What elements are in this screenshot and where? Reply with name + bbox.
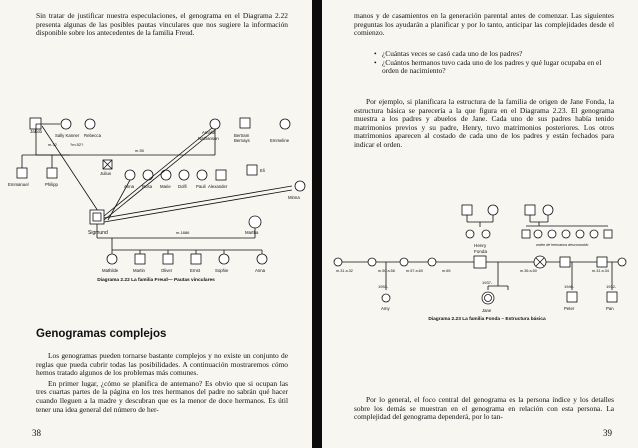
sigmund-label: Sigmund [88,230,108,236]
sigmund-square [90,210,104,224]
jane-label: Jane [482,308,492,313]
left-paragraph-2: En primer lugar, ¿cómo se planifica de antemano? Es obvio que si ocupan las tres cuartas partes de la página en los tres hermanos del padre no sabrán qué hacer cuando lleguen a la madre y descubran que es la menor de doce hermanos. Es útil tener una idea general del número de her- [36,378,288,414]
sally-label: Sally Kanner [55,133,80,138]
jakob-square [30,118,41,129]
left-paragraph-1: Los genogramas pueden tornarse bastante complejos y no existe un conjunto de reglas que pueda cubrir todas las posibilidades. A continuación mostraremos cómo hemos tratado algunos de los problemas más comunes. [36,351,288,378]
martha-label: Martha [245,230,259,235]
amalia-label-2: Nathanson [198,136,219,141]
philipp-square [47,168,57,178]
anna-child-label: Anna [255,268,266,273]
siblings-note: orden de hermanos desconocido [536,243,589,247]
mathilde-label: Mathilde [102,268,119,273]
emmanuel-label: Emmanuel [8,182,29,187]
henry-square [474,256,486,268]
svg-text:m.57 a.60: m.57 a.60 [406,269,423,273]
peter-year: 1940- [564,284,575,289]
bernays-label: Bernays [234,138,250,143]
bertram-label: Bertram [234,133,250,138]
pauli-label: Pauli [196,184,206,189]
martha-circle [249,216,261,228]
henry-label: Henry [474,243,487,248]
emmanuel-square [17,168,27,178]
anna-label: Anna [124,184,135,189]
alexander-label: Alexander [208,184,228,189]
dolfi-label: Dolfi [178,184,187,189]
jakob-label: Jakob [30,129,43,134]
svg-text:m.36 a.50: m.36 a.50 [520,269,537,273]
freud-genogram [0,0,312,280]
m1886-label: m.1886 [176,230,190,235]
marie-label: Marie [160,184,171,189]
marriage-dates [336,269,609,273]
sophie-label: Sophie [215,268,229,273]
question-item: • ¿Cuántas veces se casó cada uno de los padres? [374,50,612,59]
pan-square [607,292,617,302]
julius-label: Julius [100,171,111,176]
page-number-right: 39 [603,428,612,438]
m55-label: m.55 [135,148,144,153]
philipp-label: Philipp [45,182,58,187]
minna-label: Minna [288,195,300,200]
eli-label: Eli [260,168,265,173]
right-top-text: manos y de casamientos en la generación parental antes de comenzar. Las siguientes preguntas los ayudarán a planificar y por lo tanto, anticipar las complejidades desde el comienzo. [354,11,614,38]
svg-text:m.31 a.32: m.31 a.32 [336,269,353,273]
svg-text:m.65: m.65 [442,269,451,273]
fonda-label: Fonda [474,249,488,254]
left-body [36,352,288,416]
eli-square [247,165,257,175]
jane-year: 1937- [482,280,493,285]
rebecca-circle [85,119,95,129]
peter-label: Peter [564,306,575,311]
peter-square [567,292,577,302]
amalia-label-1: Amalia [202,130,216,135]
right-page [322,0,638,448]
sally-circle [61,119,71,129]
pan-year: 1932- [606,284,617,289]
pan-label: Pan [606,306,614,311]
children-row [107,250,267,264]
rosa-label: Rosa [142,184,153,189]
jane-circle [482,292,494,304]
amy-circle [382,294,390,302]
intro-text: Sin tratar de justificar nuestra especulaciones, el genograma en el Diagrama 2.22 presenta algunas de las posibles pautas vinculares que nos sugiere la información disponible sobre los antecedentes de la familia Freud. [36,11,288,38]
maternal-siblings [522,230,612,238]
fonda-genogram [322,0,638,320]
ernst-label: Ernst [190,268,201,273]
svg-text:m.31 a.34: m.31 a.34 [592,269,609,273]
emmeline-label: Emmeline [270,138,290,143]
left-page [0,0,312,448]
martin-label: Martin [133,268,145,273]
page-number-left: 38 [32,428,41,438]
minna-circle [295,181,305,191]
amalia-circle [210,119,220,129]
m52-label: ?m.52? [70,142,84,147]
siblings-row [125,170,226,180]
oliver-label: Oliver [161,268,173,273]
amy-label: Amy [381,306,390,311]
section-heading: Genogramas complejos [36,328,167,340]
book-gutter [312,0,322,448]
bertram-square [240,118,250,128]
right-bottom-paragraph [354,396,614,424]
emmeline-circle [280,119,290,129]
question-item: • ¿Cuántos hermanos tuvo cada uno de los padres y qué lugar ocupaba en el orden de nacimiento? [374,59,612,76]
m32-label: m.32 [48,142,57,147]
freud-caption: Diagrama 2.22 La familia Freud— Pautas vinculares [97,278,215,283]
amy-year: 1953- [378,284,389,289]
right-bottom-text: Por lo general, el foco central del genograma es la persona índice y los detalles sobre los demás se muestran en el genograma en relación con esta persona. La complejidad del genograma dependerá, por lo tan- [354,395,614,422]
svg-text:m.50 a.56: m.50 a.56 [378,269,395,273]
fonda-caption: Diagrama 2.23 La familia Fonda – Estructura básica [428,317,546,322]
right-mid-text: Por ejemplo, si planificara la estructura de la familia de origen de Jane Fonda, la estructura básica se parecería a la que figura en el Diagrama 2.23. El genograma muestra a los padres y abuelos de Jane. Cada uno de sus padres había tenido matrimonios previos y su padre, Henry, tuvo matrimonios posteriores. Los otros matrimonios aparecen al costado de cada uno de los padres y están fechados para indicar el orden. [354,97,614,149]
rebecca-label: Rebecca [84,133,101,138]
